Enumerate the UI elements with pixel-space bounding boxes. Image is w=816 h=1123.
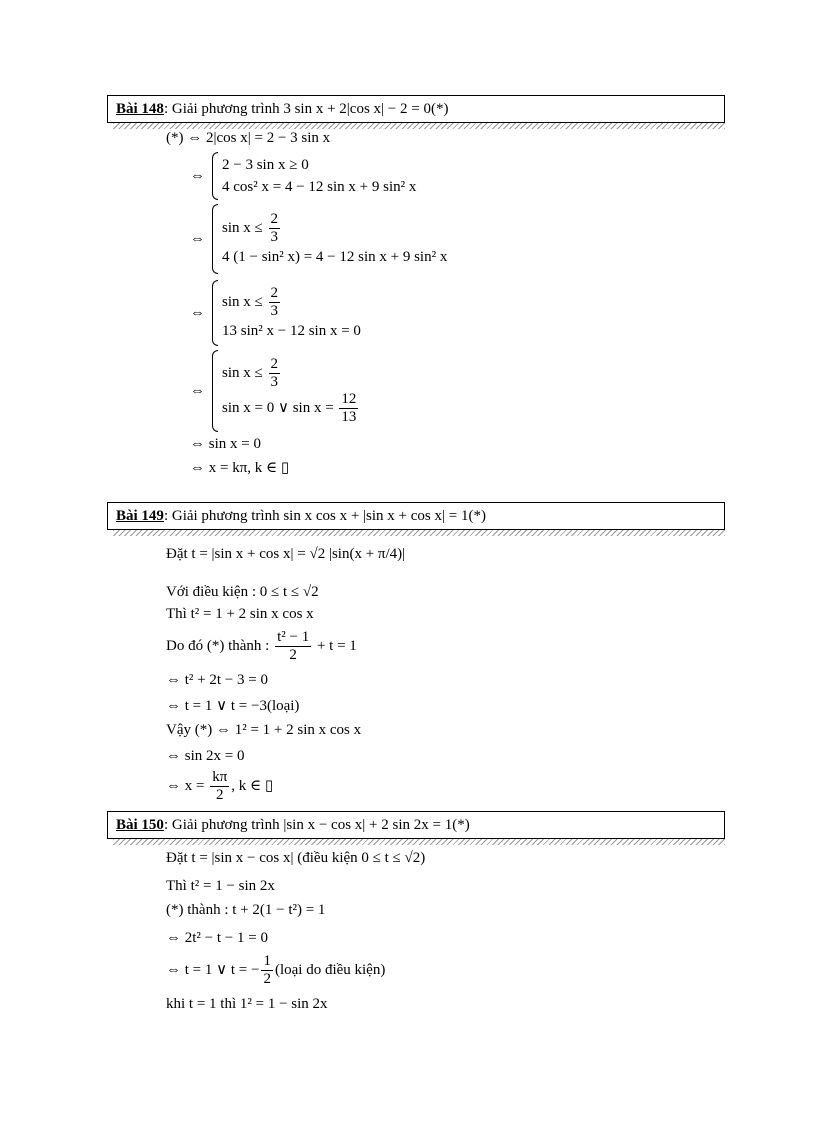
problem-148-header xyxy=(107,95,725,123)
b149-line-9: ⇔ x = $\frac{k\pi}{2}$ , k ∈ ▯ xyxy=(166,769,274,804)
b149-line-4: Do đó (*) thành : $\frac{\text{t² − 1}}{2}$ + t = 1 xyxy=(166,629,357,664)
b148-system-4-row-b: sin x = 0 ∨ sin x = $\frac{12}{13}$ xyxy=(222,391,357,425)
problem-149-title: : Giải phương trình sin x cos x + |sin x + cos x| = 1(*) xyxy=(163,508,486,524)
b148-system-3-row-a: sin x ≤ $\frac{2}{3}$ xyxy=(222,284,278,319)
problem-150-label: Bài 150 xyxy=(116,817,164,833)
b148-system-2-row-b: 4 (1 − sin² x) = 4 − 12 sin x + 9 sin² x xyxy=(222,248,448,265)
problem-148-title: : Giải phương trình 3 sin x + 2|cos x| − 2 = 0(*) xyxy=(163,101,449,117)
problem-149-header xyxy=(107,502,725,530)
b149-line-1: Đặt t = |sin x + cos x| = √2 |sin(x + π/4)| xyxy=(166,546,406,562)
b150-line-5: ⇔ t = 1 ∨ t = − $\frac{1}{2}$ (loại do điều kiện) xyxy=(166,953,386,988)
b150-line-2: Thì t² = 1 − sin 2x xyxy=(166,878,275,894)
b148-system-2: ⇔ sin x ≤ $\frac{2}{3}$ 4 (1 − sin² x) = 4 − 12 sin x + 9 sin² x xyxy=(190,204,447,274)
problem-148-label: Bài 148 xyxy=(116,101,164,117)
b148-system-1: ⇔ 2 − 3 sin x ≥ 0 4 cos² x = 4 − 12 sin x + 9 sin² x xyxy=(190,152,416,200)
b148-system-4-row-a: sin x ≤ $\frac{2}{3}$ xyxy=(222,356,278,390)
b150-line-1: Đặt t = |sin x − cos x| (điều kiện 0 ≤ t ≤ √2) xyxy=(166,850,426,866)
b148-system-1-row-a: 2 − 3 sin x ≥ 0 xyxy=(222,157,309,173)
problem-150-title: : Giải phương trình |sin x − cos x| + 2 sin 2x = 1(*) xyxy=(163,817,470,833)
b150-line-6: khi t = 1 thì 1² = 1 − sin 2x xyxy=(166,996,328,1012)
b148-system-1-row-b: 4 cos² x = 4 − 12 sin x + 9 sin² x xyxy=(222,179,417,195)
b148-system-4: ⇔ sin x ≤ $\frac{2}{3}$ sin x = 0 ∨ sin x = $\frac{12}{13}$ xyxy=(190,350,360,432)
b148-system-3: ⇔ sin x ≤ $\frac{2}{3}$ 13 sin² x − 12 sin x = 0 xyxy=(190,280,361,346)
b148-system-2-row-a: sin x ≤ $\frac{2}{3}$ xyxy=(222,210,278,245)
b149-line-2: Với điều kiện : 0 ≤ t ≤ √2 xyxy=(166,584,319,600)
header-shadow xyxy=(113,839,725,845)
b149-line-6: ⇔ t = 1 ∨ t = −3(loại) xyxy=(166,698,300,714)
problem-150-header xyxy=(107,811,725,839)
b150-line-4: ⇔ 2t² − t − 1 = 0 xyxy=(166,930,268,946)
b148-line-final: ⇔ x = kπ, k ∈ ▯ xyxy=(190,460,290,476)
b149-line-3: Thì t² = 1 + 2 sin x cos x xyxy=(166,606,314,622)
problem-149-label: Bài 149 xyxy=(116,508,164,524)
b149-line-5: ⇔ t² + 2t − 3 = 0 xyxy=(166,672,268,688)
b150-line-3: (*) thành : t + 2(1 − t²) = 1 xyxy=(166,902,326,918)
b149-line-7: Vậy (*) ⇔ 1² = 1 + 2 sin x cos x xyxy=(166,722,362,738)
b148-line-1: (*) ⇔ 2|cos x| = 2 − 3 sin x xyxy=(166,130,331,146)
b148-line-sin0: ⇔ sin x = 0 xyxy=(190,436,261,452)
b148-system-3-row-b: 13 sin² x − 12 sin x = 0 xyxy=(222,322,361,339)
b149-line-8: ⇔ sin 2x = 0 xyxy=(166,748,245,764)
header-shadow xyxy=(113,530,725,536)
